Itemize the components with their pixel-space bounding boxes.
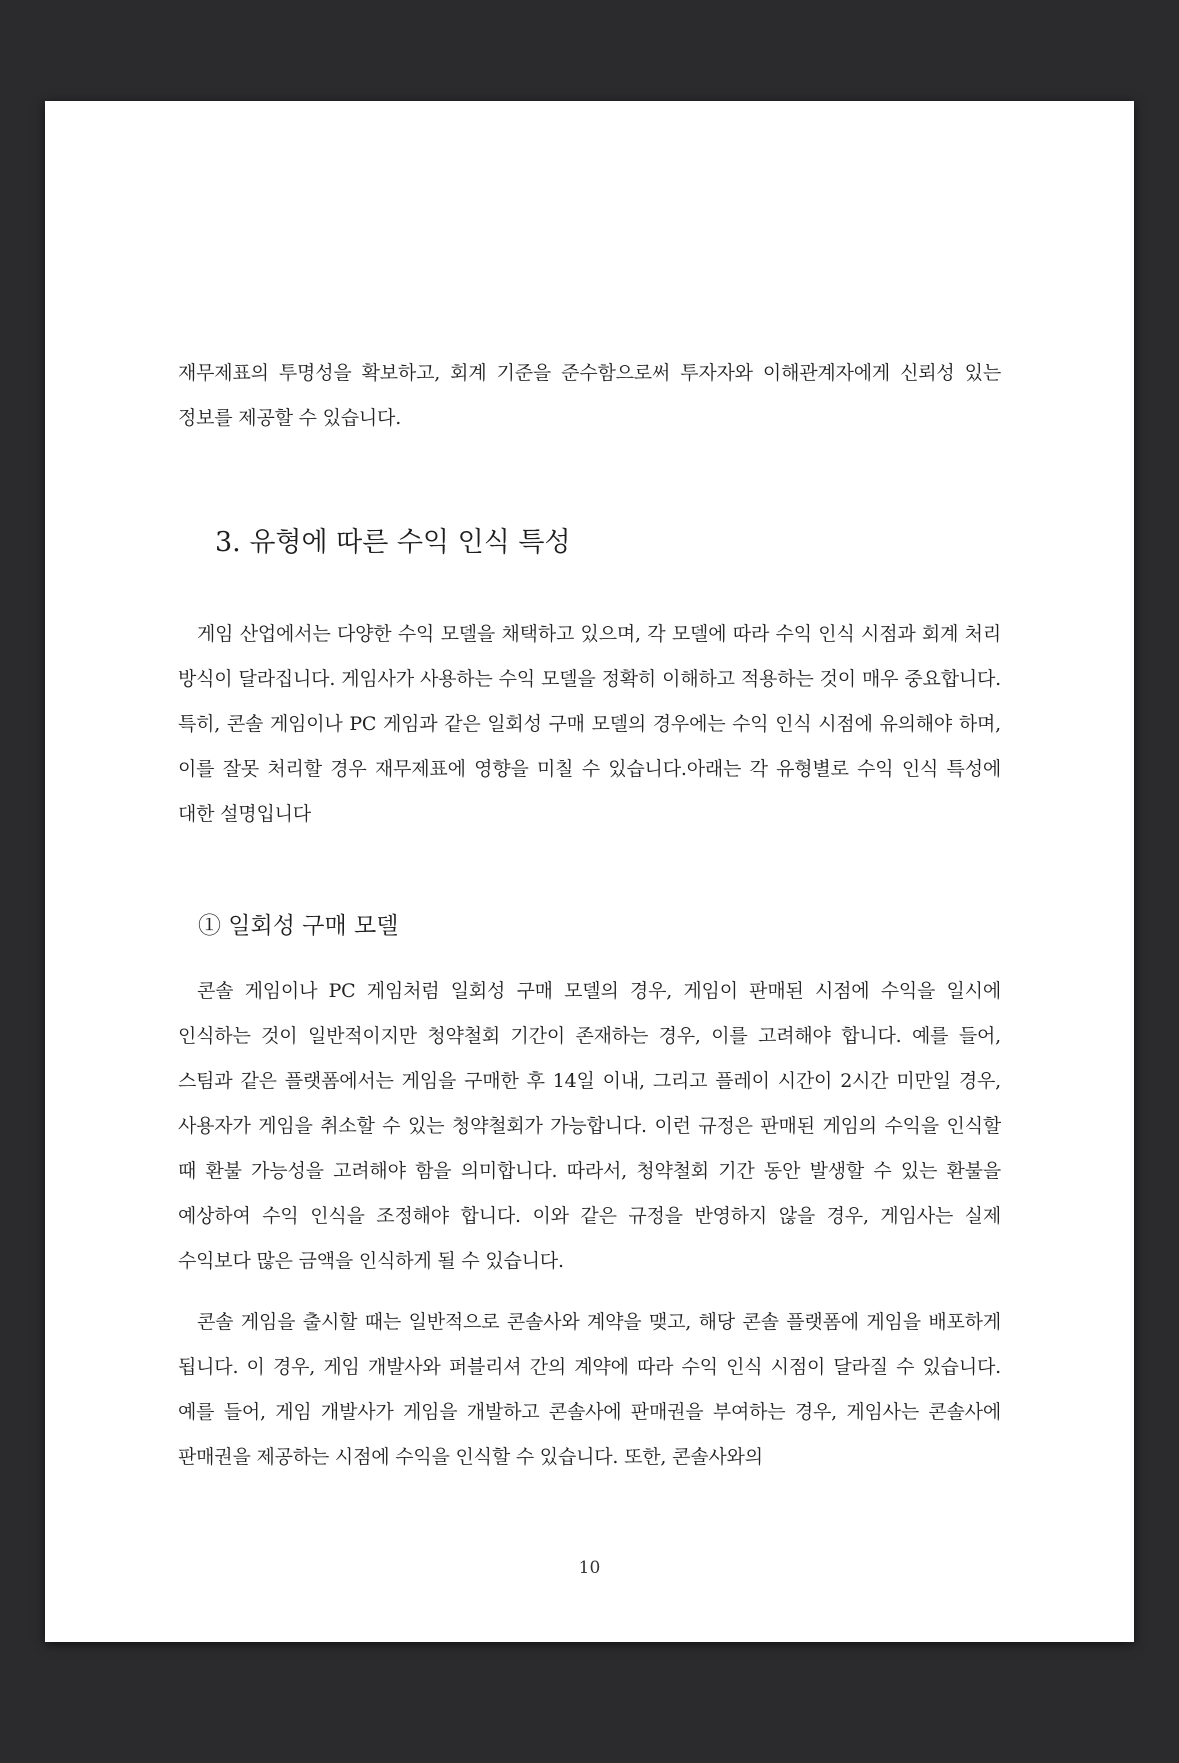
section-heading: 3. 유형에 따른 수익 인식 특성: [215, 527, 571, 558]
subsection-paragraph-1: 콘솔 게임이나 PC 게임처럼 일회성 구매 모델의 경우, 게임이 판매된 시점에 수익을 일시에 인식하는 것이 일반적이지만 청약철회 기간이 존재하는 경우, 이를 고려해야 합니다. 예를 들어, 스팀과 같은 플랫폼에서는 게임을 구매한 후 14일 이내, 그리고 플레이 시간이 2시간 미만일 경우, 사용자가 게임을 취소할 수 있는 청약철회가 가능합니다. 이런 규정은 판매된 게임의 수익을 인식할 때 환불 가능성을 고려해야 함을 의미합니다. 따라서, 청약철회 기간 동안 발생할 수 있는 환불을 예상하여 수익 인식을 조정해야 합니다. 이와 같은 규정을 반영하지 않을 경우, 게임사는 실제 수익보다 많은 금액을 인식하게 될 수 있습니다.: [178, 980, 1001, 1272]
document-page: [45, 101, 1134, 1642]
subsection-paragraph-2: 콘솔 게임을 출시할 때는 일반적으로 콘솔사와 계약을 맺고, 해당 콘솔 플랫폼에 게임을 배포하게 됩니다. 이 경우, 게임 개발사와 퍼블리셔 간의 계약에 따라 수익 인식 시점이 달라질 수 있습니다. 예를 들어, 게임 개발사가 게임을 개발하고 콘솔사에 판매권을 부여하는 경우, 게임사는 콘솔사에 판매권을 제공하는 시점에 수익을 인식할 수 있습니다. 또한, 콘솔사와의: [178, 1311, 1001, 1468]
intro-paragraph: 재무제표의 투명성을 확보하고, 회계 기준을 준수함으로써 투자자와 이해관계자에게 신뢰성 있는 정보를 제공할 수 있습니다.: [178, 362, 1001, 429]
page-number: 10: [578, 1558, 601, 1578]
subsection-heading: ① 일회성 구매 모델: [198, 913, 399, 939]
section-paragraph: 게임 산업에서는 다양한 수익 모델을 채택하고 있으며, 각 모델에 따라 수익 인식 시점과 회계 처리 방식이 달라집니다. 게임사가 사용하는 수익 모델을 정확히 이해하고 적용하는 것이 매우 중요합니다. 특히, 콘솔 게임이나 PC 게임과 같은 일회성 구매 모델의 경우에는 수익 인식 시점에 유의해야 하며, 이를 잘못 처리할 경우 재무제표에 영향을 미칠 수 있습니다.아래는 각 유형별로 수익 인식 특성에 대한 설명입니다: [178, 623, 1001, 825]
